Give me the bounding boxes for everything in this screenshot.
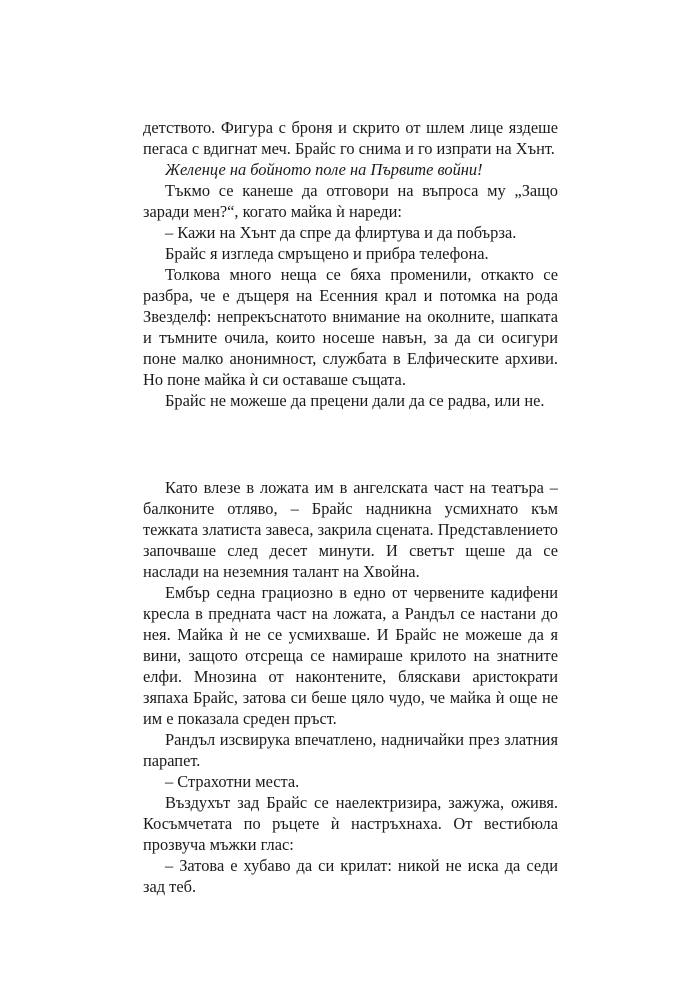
paragraph: Като влезе в ложата им в ангелската част на театъра – балконите отляво, – Брайс надникна усмихнато към тежката златиста завеса, закрила сцената. Представлението започваше след десет минути. И светът щеше да се наслади на неземния талант на Хвойна. <box>143 478 558 581</box>
paragraph: Рандъл изсвирука впечатлено, надничайки през златния парапет. <box>143 730 558 770</box>
book-page <box>143 117 558 897</box>
paragraph: Тъкмо се канеше да отговори на въпроса му „Защо заради мен?“, когато майка ѝ нареди: <box>143 181 558 221</box>
dialogue-line: – Затова е хубаво да си крилат: никой не иска да седи зад теб. <box>143 856 558 896</box>
paragraph: детството. Фигура с броня и скрито от шлем лице яздеше пегаса с вдигнат меч. Брайс го снима и го изпрати на Хънт. <box>143 118 558 158</box>
paragraph: Брайс не можеше да прецени дали да се радва, или не. <box>165 391 545 410</box>
paragraph: Толкова много неща се бяха променили, откакто се разбра, че е дъщеря на Есенния крал и потомка на рода Звезделф: непрекъснатото внимание на околните, шапката и тъмните очила, които носеше навън, за да си осигури поне малко анонимност, службата в Елфическите архиви. Но поне майка ѝ си оставаше същата. <box>143 265 558 389</box>
paragraph-italic-message: Желенце на бойното поле на Първите войни! <box>165 160 483 179</box>
paragraph: Въздухът зад Брайс се наелектризира, зажужа, оживя. Косъмчетата по ръцете ѝ настръхнаха. От вестибюла прозвуча мъжки глас: <box>143 793 558 854</box>
paragraph: Брайс я изгледа смръщено и прибра телефона. <box>165 244 489 263</box>
text-section-2 <box>143 477 558 897</box>
text-section-1 <box>143 117 558 411</box>
dialogue-line: – Страхотни места. <box>165 772 300 791</box>
dialogue-line: – Кажи на Хънт да спре да флиртува и да побърза. <box>165 223 517 242</box>
paragraph: Ембър седна грациозно в едно от червените кадифени кресла в предната част на ложата, а Рандъл се настани до нея. Майка ѝ не се усмихваше. И Брайс не можеше да я вини, защото отсреща се намираше крилото на знатните елфи. Мнозина от наконтените, бляскави аристократи зяпаха Брайс, затова си беше цяло чудо, че майка ѝ още не им е показала среден пръст. <box>143 583 558 728</box>
